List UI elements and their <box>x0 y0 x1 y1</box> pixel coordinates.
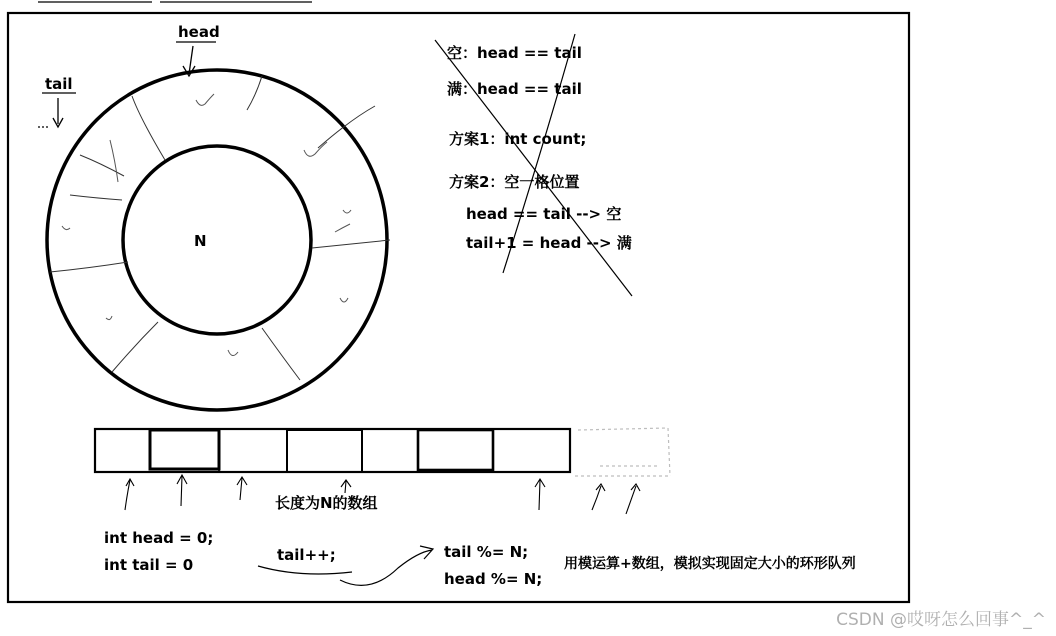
plan-2-empty-rule: head == tail --> 空 <box>466 205 622 223</box>
tail-modulo: tail %= N; <box>444 543 529 561</box>
plan-1: 方案1：int count; <box>449 130 587 148</box>
outer-ring <box>47 70 387 410</box>
plan-2: 方案2：空一格位置 <box>449 173 580 191</box>
array-dashed-extension <box>575 428 670 476</box>
cross-out-strokes <box>435 34 632 296</box>
array-cell-slot <box>287 430 362 472</box>
tail-pointer-arrow <box>38 93 76 127</box>
ring-buffer <box>47 70 390 410</box>
watermark: CSDN @哎呀怎么回事^_^ <box>836 610 1046 630</box>
summary-caption: 用模运算+数组，模拟实现固定大小的环形队列 <box>564 556 856 572</box>
tail-increment: tail++; <box>277 546 336 564</box>
init-head: int head = 0; <box>104 529 214 547</box>
tail-label: tail <box>45 75 73 93</box>
array-cell-slot <box>150 430 219 469</box>
empty-condition: 空：head == tail <box>447 44 582 62</box>
array-caption: 长度为N的数组 <box>275 494 378 512</box>
outer-frame <box>8 13 909 602</box>
head-label: head <box>178 23 220 41</box>
array-cell-slot <box>418 430 493 470</box>
inner-ring <box>123 146 311 334</box>
array-cells <box>95 428 670 476</box>
index-arrows <box>125 475 640 514</box>
full-condition: 满：head == tail <box>447 80 582 98</box>
init-tail: int tail = 0 <box>104 556 194 574</box>
array-outline <box>95 429 570 472</box>
plan-2-full-rule: tail+1 = head --> 满 <box>466 234 632 252</box>
head-modulo: head %= N; <box>444 570 543 588</box>
ring-size-label: N <box>194 232 207 250</box>
